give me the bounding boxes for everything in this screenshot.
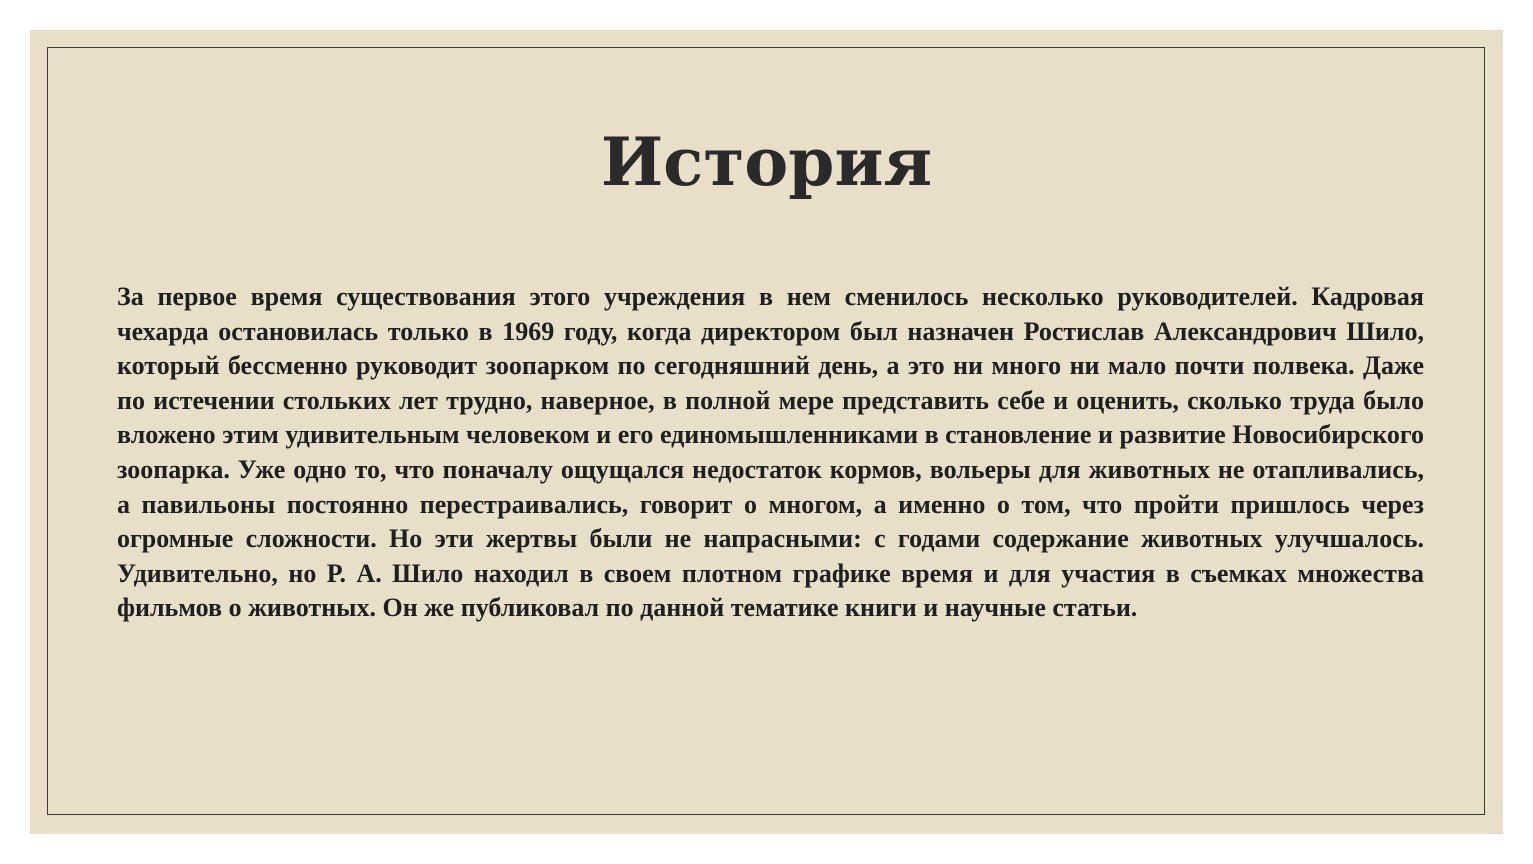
slide-body-paragraph: За первое время существования этого учреждения в нем сменилось несколько руководителей. Кадровая чехарда остановилась только в 1969 году, когда директором был назначен Ростислав Александрович Шило, который бессменно руководит зоопарком по сегодняшний день, а это ни много ни мало почти полвека. Даже по истечении стольких лет трудно, наверное, в полной мере представить себе и оценить, сколько труда было вложено этим удивительным человеком и его единомышленниками в становление и развитие Новосибирского зоопарка. Уже одно то, что поначалу ощущался недостаток кормов, вольеры для животных не отапливались, а павильоны постоянно перестраивались, говорит о многом, а именно о том, что пройти пришлось через огромные сложности. Но эти жертвы были не напрасными: с годами содержание животных улучшалось. Удивительно, но Р. А. Шило находил в своем плотном графике время и для участия в съемках множества фильмов о животных. Он же публиковал по данной тематике книги и научные статьи. [117,282,1424,623]
slide-title: История [600,123,933,201]
slide [30,30,1503,834]
